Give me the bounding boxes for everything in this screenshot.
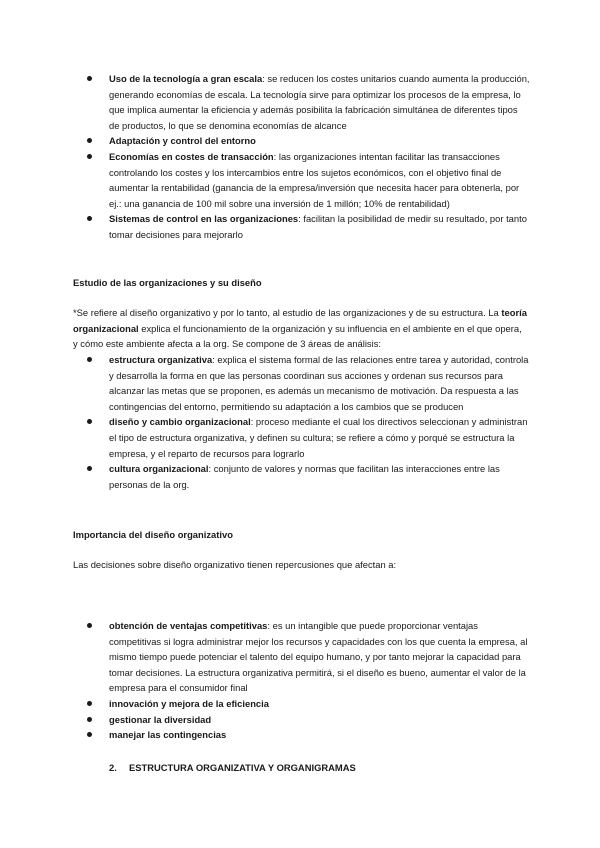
bullet-list-areas: [0, 352, 600, 492]
bullet-list-repercusiones: [0, 618, 600, 743]
section-number: 2.: [109, 762, 117, 773]
list-item: [0, 352, 600, 414]
item-term: innovación y mejora de la eficiencia: [109, 697, 269, 709]
list-item: [0, 727, 600, 743]
item-text: : explica el sistema formal de las relaciones entre tarea y autoridad, controla y desarrolla la forma en que las personas coordinan sus acciones y ordenan sus recursos para alcanzar las metas que se proponen, es además un mecanismo de motivación. Da respuesta a las contingencias del entorno, permitiendo su adaptación a los cambios que se producen: [109, 354, 529, 412]
item-term: Adaptación y control del entorno: [109, 135, 256, 147]
para-term: teoría organizacional: [73, 307, 527, 334]
paragraph-decisiones: Las decisiones sobre diseño organizativo tienen repercusiones que afectan a:: [73, 559, 397, 570]
list-item: [0, 618, 600, 696]
heading-importancia: Importancia del diseño organizativo: [73, 529, 233, 540]
section-heading-2: [109, 760, 356, 775]
para-rest: explica el funcionamiento de la organización y su influencia en el ambiente en el que opera, y cómo este ambiente afecta a la org. Se compone de 3 áreas de análisis:: [73, 322, 522, 350]
item-text: : conjunto de valores y normas que facilitan las interacciones entre las personas de la org.: [109, 463, 500, 490]
item-term: Sistemas de control en las organizaciones: [109, 213, 299, 225]
item-term: manejar las contingencias: [109, 729, 227, 741]
list-item: [0, 149, 600, 211]
item-term: Economías en costes de transacción: [109, 150, 274, 162]
list-item: [0, 133, 600, 149]
list-item: [0, 461, 600, 492]
paragraph-teoria: [73, 305, 528, 352]
list-item: [0, 71, 600, 133]
list-item: [0, 696, 600, 712]
para-intro: *Se refiere al diseño organizativo y por lo tanto, al estudio de las organizaciones y de su estructura. La: [73, 307, 502, 318]
item-term: diseño y cambio organizacional: [109, 416, 251, 428]
section-title: ESTRUCTURA ORGANIZATIVA Y ORGANIGRAMAS: [129, 762, 356, 773]
item-text: : proceso mediante el cual los directivos seleccionan y administran el tipo de estructura organizativa, y definen su cultura; se refiere a cómo y porqué se estructura la empresa, y el reparto de recursos para lograrlo: [109, 416, 528, 459]
item-term: cultura organizacional: [109, 463, 209, 475]
item-text: : es un intangible que puede proporcionar ventajas competitivas si logra administrar mejor los recursos y capacidades con los que cuenta la empresa, al mismo tiempo puede potenciar el talento del equipo humano, y por tanto mejorar la capacidad para tomar decisiones. La estructura organizativa permitirá, si el diseño es bueno, aumentar el valor de la empresa para el consumidor final: [109, 620, 528, 694]
list-item: [0, 211, 600, 242]
list-item: [0, 414, 600, 461]
item-term: obtención de ventajas competitivas: [109, 620, 268, 631]
item-term: Uso de la tecnología a gran escala: [109, 73, 263, 84]
item-text: : facilitan la posibilidad de medir su resultado, por tanto tomar decisiones para mejorarlo: [109, 213, 527, 240]
bullet-list-factors: [0, 71, 600, 243]
heading-estudio: Estudio de las organizaciones y su diseño: [73, 277, 262, 288]
item-text: : las organizaciones intentan facilitar las transacciones controlando los costes y los intercambios entre los sujetos económicos, con el objetivo final de aumentar la rentabilidad (ganancia de la empresa/inversión que necesita hacer para obtenerla, por ej.: una ganancia de 100 mil sobre una inversión de 1 millón; 10% de rentabilidad): [109, 150, 520, 209]
item-term: estructura organizativa: [109, 354, 213, 365]
item-text: : se reducen los costes unitarios cuando aumenta la producción, generando economías de escala. La tecnología sirve para optimizar los procesos de la empresa, lo que implica aumentar la eficiencia y además posibilita la fabricación simultánea de diferentes tipos de productos, lo que se denomina economías de alcance: [109, 73, 530, 131]
item-term: gestionar la diversidad: [109, 713, 212, 725]
list-item: [0, 712, 600, 728]
